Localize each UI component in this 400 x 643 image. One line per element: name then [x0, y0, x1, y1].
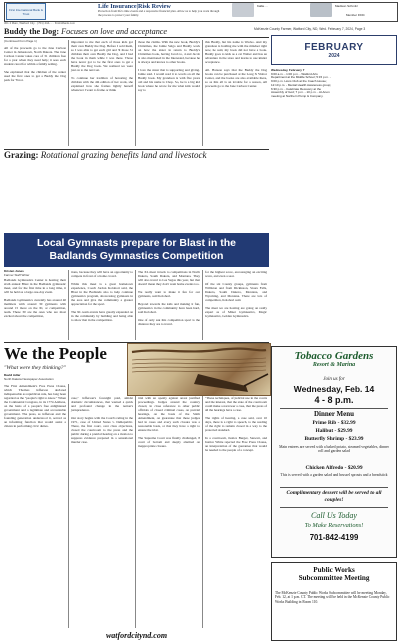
public-works-text: The McKenzie County Public Works Subcommittee will be meeting Monday, Feb. 12, at 1 p.m. CT. The meeting will be held in the McKenzie County Public Works Building in Room 110.: [275, 591, 390, 604]
agent-name-2: Madison Schmitz: [335, 4, 358, 8]
buddy-headline-bold: Buddy the Dog:: [4, 27, 60, 36]
tobacco-gardens-title-line-2: Resort & Marina: [312, 362, 356, 368]
calendar-day: Wednesday, February 7: [271, 68, 305, 72]
we-the-people-author: David Adler: [4, 373, 21, 377]
agent-photo-1: [232, 3, 254, 17]
tobacco-phone[interactable]: 701-842-4199: [309, 533, 359, 542]
gymnastics-headline-banner: [4, 233, 269, 267]
insurance-text: Protection from life's time events and a responsive financial plan. Allow us to help you work through the process to protect your family.: [98, 9, 220, 17]
grazing-headline-italic: Rotational grazing benefits land and livestock: [38, 150, 207, 160]
tobacco-gardens-title-line-1: Tobacco Gardens: [294, 350, 374, 362]
gymnastics-col-4: for the highest score, encouraging an exciting wave, and even a seat. Of the six County groups, gymnasts from Williston and from Dickinson, Sioux Falls, Dakota, South Dakota, Montana, and Wyoming, and Montana. There are lots of competition, Kolohori said. The meet we are hosting are going on really expert as of Minot Gymnastics, Magic Gymnastics, Golden Gymnastics.: [205, 270, 267, 318]
buddy-col-2: important to me that each of those kids got their own Buddy the Dog. Before I sold them, so I was able to get each girl and 'It those 31 children their own Buddy the Dog, and I had the book in them while I was there. Those have never got to be the first ones to get a Buddy the Dog book. We realized we were just on to the next set. To continue her tradition of honoring the children with the 4th edition of her work, she explained how she frames lightly herself whenever I want to frame or think: [71, 40, 133, 92]
we-the-people-col-2: case," Jefferson's foresight paid, amidst dramatic circumstances, that warned a quick and profound change in the nation's jurisprudence. Our story begins with the Court's ruling in the 1971, case of United States v. DeRepublic. There, the first court, over class objections, closed the courtroom to the press and the public during a pretrial hearing on a motion to suppress evidence prepared in a sensational murder case.: [71, 396, 133, 444]
buddy-col-1: All of the proceeds go to the Jane Carlson Center in Jamestown, North Dakota. The Jane Carlson Center takes care of 31 children free for a year when they need help; it sees each student cared for within a family setting. She explained that the children of the center used the first ones to get a Buddy the Dog park for '8 not.: [4, 46, 66, 82]
calendar-month: FEBRUARY: [304, 41, 364, 53]
calendar-column-1: [271, 68, 332, 99]
agent-name-1: Kallie ...: [257, 4, 268, 8]
menu-item-prime-rib: Prime Rib - $32.99: [312, 420, 356, 426]
we-the-people-author-title: North Dakota Newspaper Association: [4, 376, 54, 381]
we-the-people-subtitle: "What were they thinking?": [4, 365, 66, 371]
menu-sides-note: Main entrees are served with a baked potato, steamed vegetables, dinner roll and garden salad: [279, 445, 389, 454]
buddy-headline-italic: Focuses on love and acceptance: [59, 27, 168, 36]
calendar-header: [271, 35, 397, 65]
gymnastics-col-3: The XL meet travels to competitions in North Dakota, South Dakota, and Montana. They will also travel to Las Vegas this year, but that doesn't mean they don't want home events too. We really want to make it fun for our gymnasts, said Kolohori. Beyond towards the kids and making it fun, gymnastics in the community have been hard, said Kolohori. One of only ask this competition sport is the distance they are to travel.: [138, 270, 200, 326]
we-the-people-title: We the People: [4, 344, 107, 363]
public-works-title: [272, 566, 396, 582]
we-the-people-col-4: "These techniques, of judicial use in the courts and the interest, that the state of the courtroom could make a narrower a case, that the press of all the hearings have a case. The rights of hearing, a case said, over 10 days, there is a right to speech, to the reading of the right to remain closed in a way to the protected standard. In a courtroom, Justice Burger, Stewart, and Justice White rejected the Free Press Clause, an interpretation of the guarantee that would be needed to the people of a concept.: [205, 396, 267, 452]
community-calendar: [271, 35, 397, 341]
public-works-title-line-2: Subcommittee Meeting: [298, 574, 370, 582]
gymnastics-headline-line-2: Badlands Gymnastics Competition: [49, 250, 224, 262]
constitution-image: [127, 343, 271, 396]
calendar-year: 2024: [328, 52, 340, 59]
public-works-notice: [271, 562, 397, 641]
buddy-col-3: those the claims. With the new book, Buddy's Christmas, the Jamie Salgo and Buddy work on how the sister in return to Buddy's Christmas book, having Jacob to, 4 and Jacob is also mentioned in the Interested, because he is always and knows to other books. I love the sister that is supporting and giving. Jamie said. I would read it to words on all the Buddy book. My grandson is with five years old and his name is Chop. So, he is a big kid book where he wrote for me what kids would say to: [138, 40, 200, 92]
gymnastics-col-2: tions, because they will have an opportunity to compete in front of a home crowd. While this meet is a great hometown experience, Coach Jordan Kolohori said, the Blast in the Badlands also to help continue gymnastics program, showcasing gymnasts in the area and give the community a greater appreciation for the sport. The XL team events have greatly expanded on in the community by building and being able to show that in the competition.: [71, 270, 133, 322]
buddy-continued: (Continued from Page 1): [4, 39, 37, 43]
dessert-note: Complimentary dessert will be served to all couples!: [286, 490, 382, 503]
bank-logo: [6, 3, 46, 20]
menu-item-chicken-alfredo: Chicken Alfredo - $20.99: [305, 465, 363, 471]
call-us-today: Call Us Today: [311, 511, 357, 520]
gymnastics-author: Kristen Jones: [4, 269, 24, 273]
we-the-people-col-1: The First Amendment's Free Press Clause, which Thomas Jefferson declared indispensable as republican rule, has long been regarded as the "people's right to know." When the Continental Congress, in its 1774 Address, on the basis of a people's free enlightened government and a legitimate and accountable government. The press, as Jefferson and the founding generation understood it, served as an informing function that would assist a citizen in performing civic duties.: [4, 384, 67, 428]
bank-logo-text: First International Bank & Trust: [9, 7, 43, 16]
page-folio: McKenzie County Farmer, Watford City, ND, Wed. February 7, 2024, Page 3: [254, 27, 366, 31]
gymnastics-author-title: Farmer Staff Writer: [4, 272, 30, 277]
calendar-events: 9:00 a.m. - 1:00 p.m. - Watford Arts Department at the Middle School; 5:15 p.m. - 9:00 p.m. Lions Club at the Coach House; 12:10 p.m. - Mental Health Awareness group; 6:30 p.m. - Celebrate Recovery at the Assembly of God; 7 p.m. - 10 p.m. - Al-Anon meeting at Northern Pump & Company.: [271, 71, 332, 98]
tobacco-gardens-ad: [271, 346, 397, 558]
menu-item-halibut: Halibut - $29.99: [315, 428, 353, 434]
agent-photo-2: [310, 3, 332, 17]
buddy-headline: [4, 27, 167, 36]
gymnastics-col-1: Badlands Gymnastics Center is hosting their sixth annual Blast in the Badlands gymnastic meet, and for the first time in a long time, it will be held as a large one-day event. Badlands Gymnastics currently has around 40 members with around 30 gymnasts with around 15 more on the Xl, or competition, team. These 30 are the ones who are most excited about the competition,: [4, 278, 66, 318]
tobacco-gardens-title: [272, 351, 396, 369]
grazing-headline-bold: Grazing:: [4, 150, 39, 160]
we-the-people-byline: [4, 374, 54, 381]
buddy-col-4: this Buddy, but his name is Wacko. And my grandson is holding me with the mindset right now, he said, my book did not have a book. Buddy goes to kids as a cat Walter and has an adventure in the store and learns to use kinder acceptance. All. Hanson says that the Buddy the Dog books can be purchased at the Long X Visitor Center, and the books are also available there, so as this all is an lovable for a reason, All proceeds go to the Jane Carlson Center.: [205, 40, 267, 88]
menu-item-shrimp: Butterfly Shrimp - $23.99: [304, 436, 364, 442]
we-the-people-col-3: trial with an openly against arrest justified proceedings. Judges around the country closed, in close reference to other public officials of closed criminal cases, on pretrial hearings, on the basis of the Sixth Amendment, on guarantee that these judges had in cases and every such closure was a reasonable basis, or that they have a right to ensure the trial. The Supreme Court was finally challenged, 8 court of bottom and deeply alarmed on inappropriate closure.: [138, 396, 200, 448]
tobacco-menu-title: Dinner Menu: [313, 410, 355, 418]
tobacco-event-date: Wednesday, Feb. 14: [293, 384, 375, 394]
menu-chicken-note: This is served with a garden salad and brussel sprouts and a breadstick: [280, 473, 388, 477]
gymnastics-headline: [37, 237, 236, 263]
insurance-title: Life Insurance|Risk Review: [98, 3, 171, 10]
make-reservations: To Make Reservations!: [304, 522, 364, 529]
gymnastics-headline-line-1: Local Gymnasts prepare for Blast in the: [37, 237, 236, 249]
website-footer[interactable]: watfordcitynd.com: [105, 631, 168, 640]
member-fdic: Member FDIC: [346, 13, 365, 17]
tobacco-event-time: 4 - 8 p.m.: [314, 395, 354, 405]
tobacco-tagline: Join us for: [323, 377, 345, 382]
constitution-illustration: [128, 344, 270, 395]
gymnastics-byline: [4, 270, 29, 277]
bank-address-strip: 301 4 Main, Watford City · (701) 444-... · firstintlbank.com: [4, 21, 76, 25]
public-works-title-line-1: Public Works: [313, 566, 355, 574]
grazing-headline: [4, 150, 206, 160]
